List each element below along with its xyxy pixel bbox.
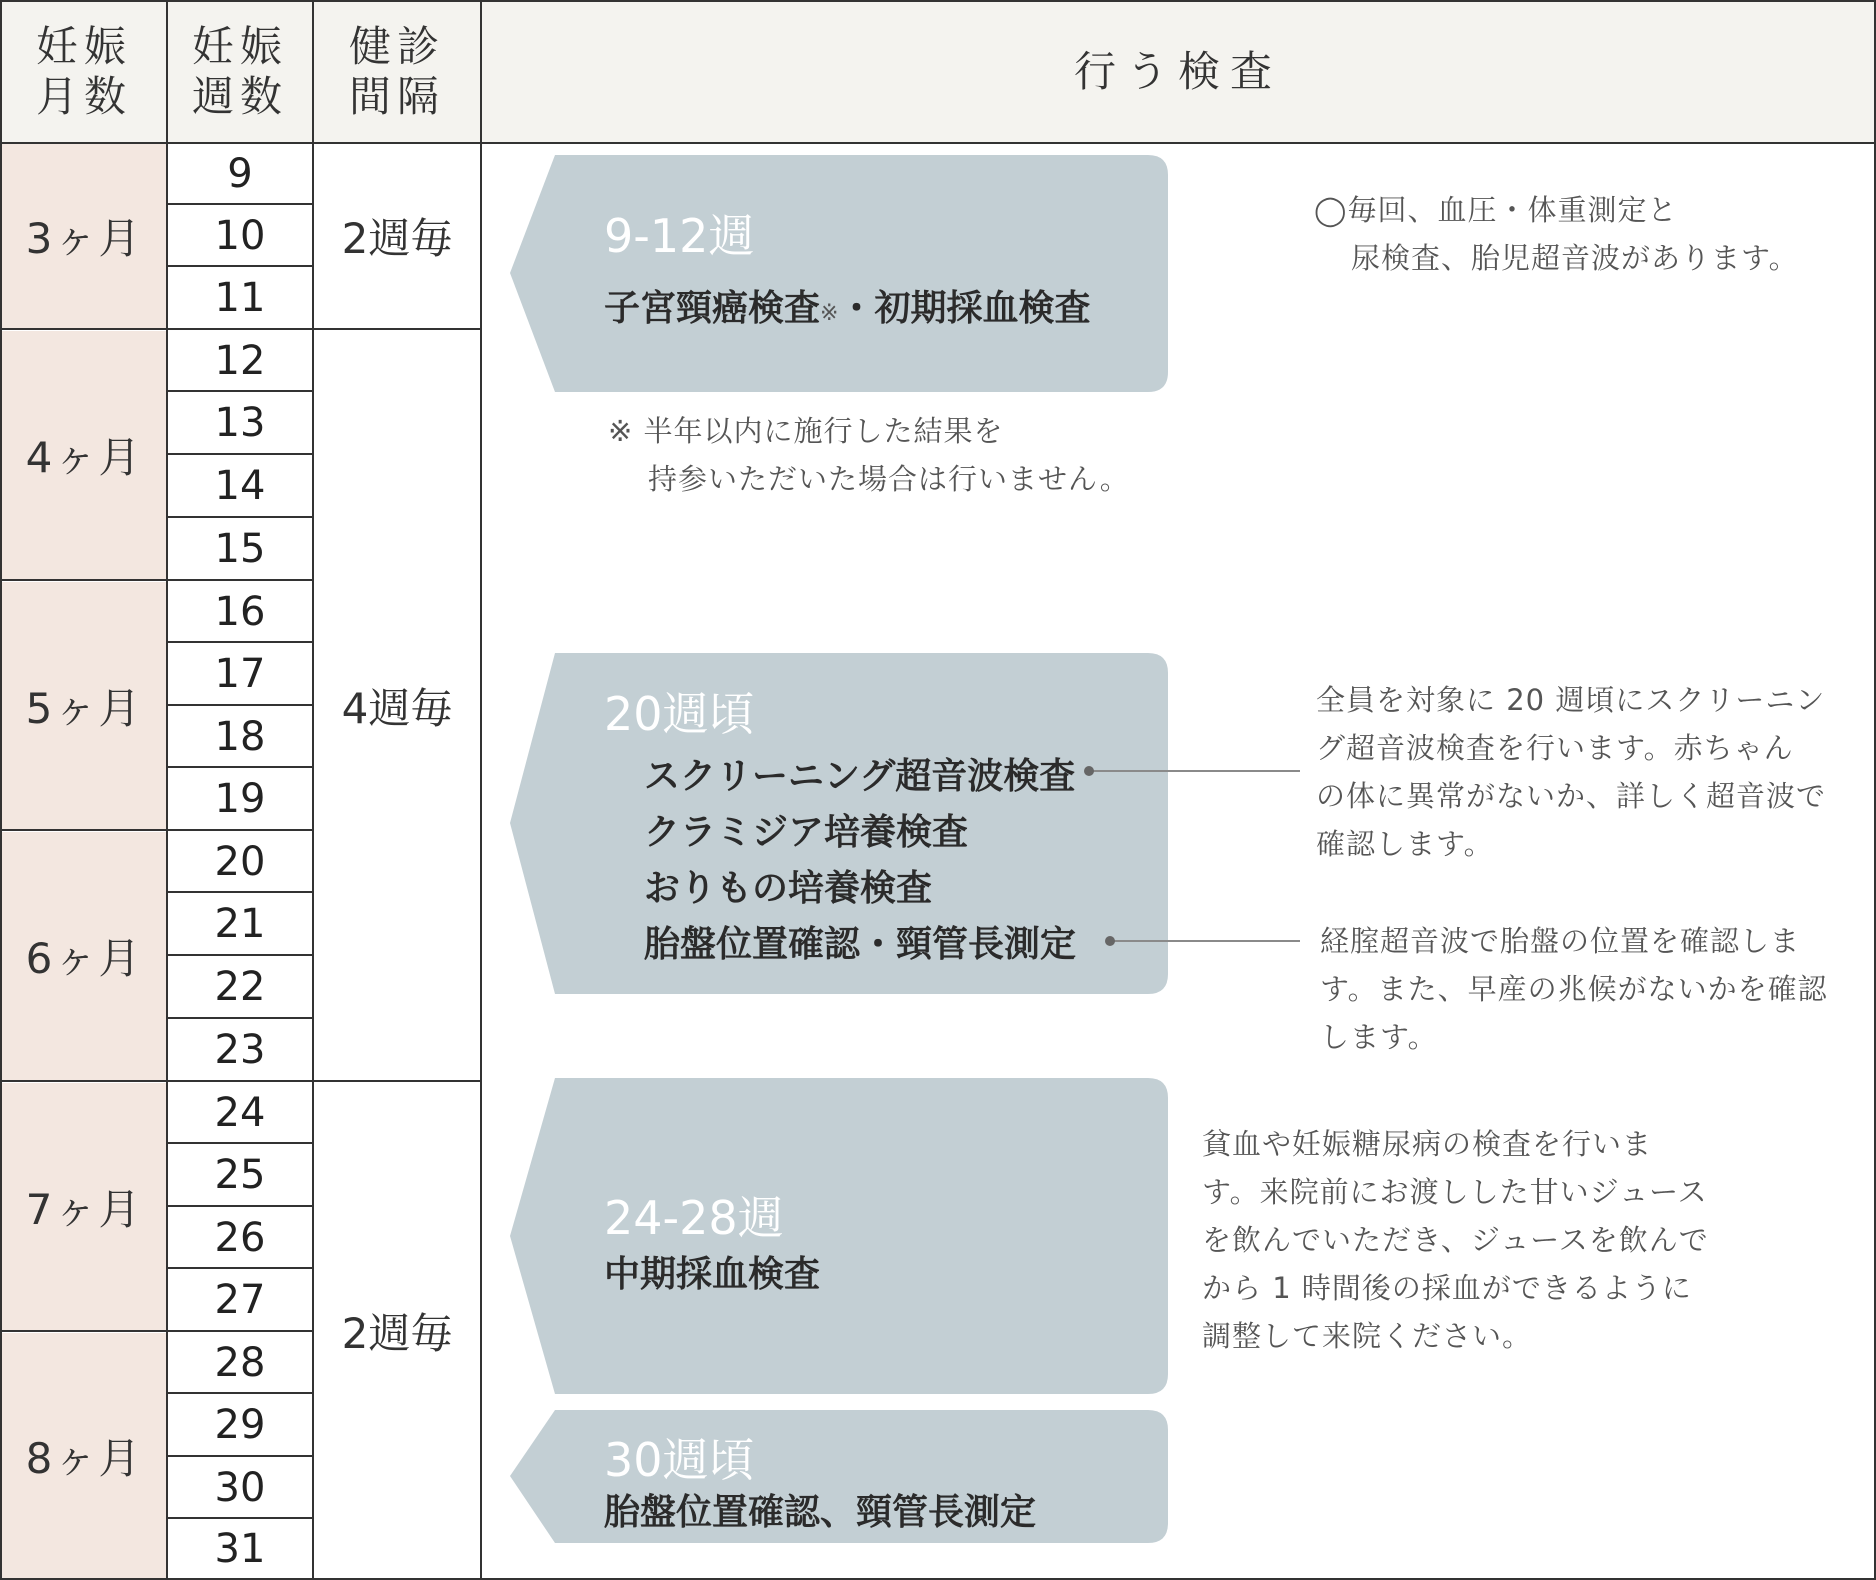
month-cell: 6ヶ月 — [2, 832, 166, 1082]
week-cell: 24 — [168, 1083, 312, 1144]
note-general: ◯毎回、血圧・体重測定と 尿検査、胎児超音波があります。 — [1314, 193, 1799, 275]
week-cell: 31 — [214, 1526, 266, 1572]
week-cell: 13 — [168, 393, 312, 455]
header-interval-column: 健診 間隔 — [314, 2, 480, 142]
connector-dot — [1105, 936, 1115, 946]
connector-dot — [1084, 766, 1094, 776]
week-cell: 19 — [168, 769, 312, 831]
exam-box-9-12 — [510, 155, 1168, 392]
week-cell: 23 — [168, 1020, 312, 1082]
week-cell: 11 — [168, 268, 312, 330]
exam-box-title: 30週頃 — [604, 1433, 755, 1487]
interval-cell: 2週毎 — [314, 144, 480, 330]
week-cell: 22 — [168, 957, 312, 1019]
week-cell: 14 — [168, 456, 312, 518]
week-cell: 25 — [168, 1145, 312, 1207]
exam-item: おりもの培養検査 — [644, 868, 933, 909]
exam-item: 胎盤位置確認・頸管長測定 — [644, 924, 1077, 965]
exam-box-title: 20週頃 — [604, 687, 755, 741]
week-cell: 26 — [168, 1208, 312, 1269]
month-cell: 8ヶ月 — [2, 1333, 166, 1578]
exam-box-title: 9-12週 — [604, 209, 755, 263]
week-cell: 12 — [168, 331, 312, 392]
week-cell: 28 — [168, 1333, 312, 1394]
footnote: ※ 半年以内に施行した結果を 持参いただいた場合は行いません。 — [608, 414, 1130, 496]
month-cell: 4ヶ月 — [2, 331, 166, 581]
exam-item: 中期採血検査 — [604, 1254, 821, 1295]
header-month-column: 妊娠 月数 — [2, 2, 166, 142]
week-cell: 17 — [168, 644, 312, 706]
exam-item: 胎盤位置確認、頸管長測定 — [604, 1492, 1037, 1533]
week-cell: 27 — [168, 1270, 312, 1332]
week-cell: 9 — [168, 144, 312, 205]
week-cell: 21 — [168, 894, 312, 956]
exam-item: スクリーニング超音波検査 — [644, 756, 1076, 797]
note-screening: 全員を対象に 20 週頃にスクリーニン グ超音波検査を行います。赤ちゃん の体に異常がないか、詳しく超音波で 確認します。 — [1316, 683, 1827, 861]
exam-box-title: 24-28週 — [604, 1191, 784, 1245]
week-cell: 10 — [168, 206, 312, 267]
week-cell: 20 — [168, 832, 312, 893]
header-exam-column: 行う検査 — [482, 2, 1874, 142]
note-placenta: 経腟超音波で胎盤の位置を確認しま す。また、早産の兆候がないかを確認 します。 — [1320, 924, 1828, 1054]
interval-cell: 4週毎 — [314, 331, 480, 1082]
header-week-column: 妊娠 週数 — [168, 2, 312, 142]
exam-item: 子宮頸癌検査※・初期採血検査 — [604, 288, 1091, 329]
interval-cell: 2週毎 — [341, 1308, 453, 1358]
week-cell: 18 — [168, 707, 312, 768]
week-cell: 29 — [168, 1395, 312, 1457]
note-blood-test: 貧血や妊娠糖尿病の検査を行いま す。来院前にお渡しした甘いジュース を飲んでいただき、ジュースを飲んで から 1 時間後の採血ができるように 調整して来院ください。 — [1202, 1127, 1709, 1353]
week-cell: 30 — [168, 1458, 312, 1519]
exam-item: クラミジア培養検査 — [644, 812, 969, 853]
month-cell: 3ヶ月 — [2, 144, 166, 330]
month-cell: 7ヶ月 — [2, 1083, 166, 1332]
week-cell: 15 — [168, 519, 312, 581]
week-cell: 16 — [168, 582, 312, 643]
month-cell: 5ヶ月 — [2, 582, 166, 831]
